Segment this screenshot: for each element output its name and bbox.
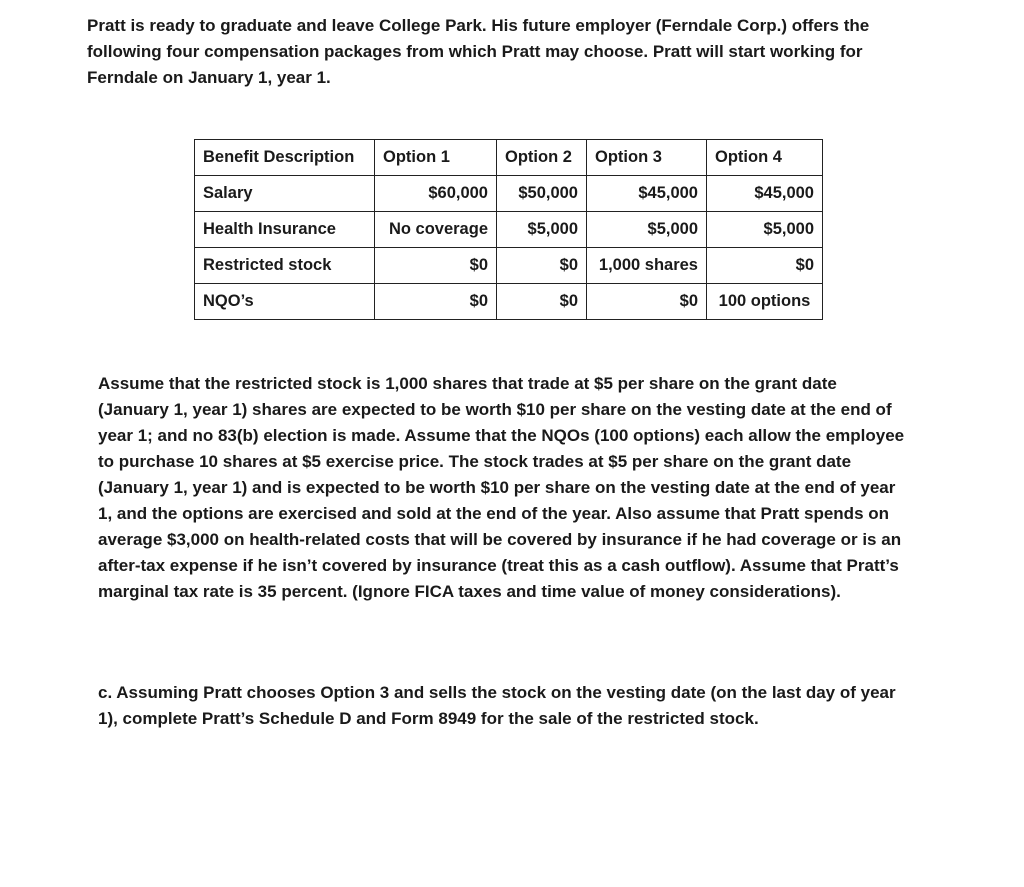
table-row-nqos — [195, 284, 823, 320]
table-row-salary — [195, 176, 823, 212]
header-option-1: Option 1 — [375, 140, 497, 176]
header-option-3: Option 3 — [587, 140, 707, 176]
table-cell: $60,000 — [375, 176, 497, 212]
table-cell: NQO’s — [195, 284, 375, 320]
table-cell: 1,000 shares — [587, 248, 707, 284]
table-cell: $0 — [707, 248, 823, 284]
table-cell: $5,000 — [587, 212, 707, 248]
table-cell: No coverage — [375, 212, 497, 248]
header-option-2: Option 2 — [497, 140, 587, 176]
table-cell: $5,000 — [707, 212, 823, 248]
table-cell: $0 — [497, 248, 587, 284]
table-header-row — [195, 140, 823, 176]
intro-paragraph: Pratt is ready to graduate and leave College Park. His future employer (Ferndale Corp.) offers the following four compensation packages from which Pratt may choose. Pratt will start working for Ferndale on January 1, year 1. — [87, 16, 870, 87]
table-cell: $45,000 — [587, 176, 707, 212]
assumptions-paragraph: Assume that the restricted stock is 1,000 shares that trade at $5 per share on the grant date (January 1, year 1) shares are expected to be worth $10 per share on the vesting date at the end of year 1; and no 83(b) election is made. Assume that the NQOs (100 options) each allow the employee to purchase 10 shares at $5 exercise price. The stock trades at $5 per share on the grant date (January 1, year 1) and is expected to be worth $10 per share on the vesting date at the end of year 1, and the options are exercised and sold at the end of the year. Also assume that Pratt spends on average $3,000 on health-related costs that will be covered by insurance if he had coverage or is an after-tax expense if he isn’t covered by insurance (treat this as a cash outflow). Assume that Pratt’s marginal tax rate is 35 percent. (Ignore FICA taxes and time value of money considerations). — [98, 374, 905, 601]
compensation-packages-table — [194, 139, 823, 320]
table-cell: 100 options — [707, 284, 823, 320]
question-c-paragraph: c. Assuming Pratt chooses Option 3 and sells the stock on the vesting date (on the last day of year 1), complete Pratt’s Schedule D and Form 8949 for the sale of the restricted stock. — [98, 683, 896, 728]
table-cell: $0 — [375, 248, 497, 284]
header-benefit-description: Benefit Description — [195, 140, 375, 176]
table-cell: Health Insurance — [195, 212, 375, 248]
table-cell: $0 — [497, 284, 587, 320]
table-row-health-insurance — [195, 212, 823, 248]
table-cell: $45,000 — [707, 176, 823, 212]
table-cell: Salary — [195, 176, 375, 212]
table-cell: $50,000 — [497, 176, 587, 212]
table-cell: $0 — [375, 284, 497, 320]
table-cell: $0 — [587, 284, 707, 320]
header-option-4: Option 4 — [707, 140, 823, 176]
table-cell: Restricted stock — [195, 248, 375, 284]
table-row-restricted-stock — [195, 248, 823, 284]
table-cell: $5,000 — [497, 212, 587, 248]
